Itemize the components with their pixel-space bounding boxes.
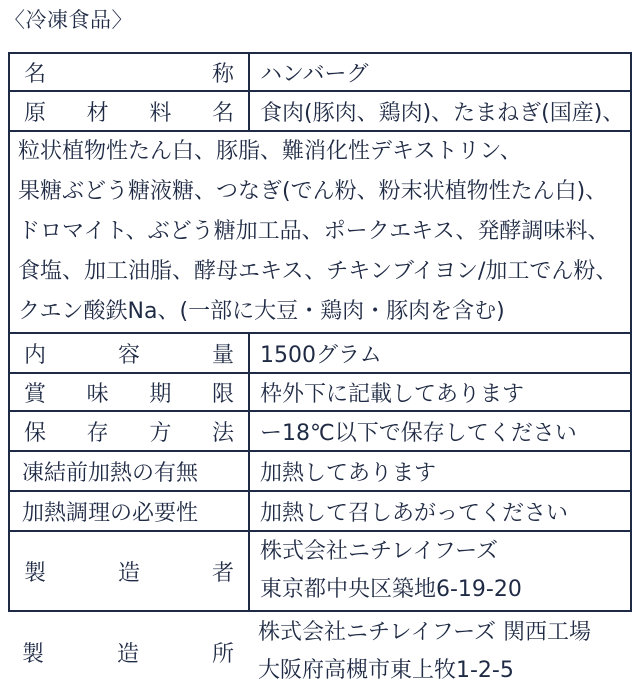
value-factory: [248, 612, 632, 692]
label-factory: 製 造 所: [22, 641, 234, 667]
food-label-table: [8, 52, 632, 692]
label-content-amount: 内 容 量: [10, 334, 250, 372]
manufacturer-address: 東京都中央区築地6-19-20: [260, 577, 522, 602]
ingredients-line: 粒状植物性たん白、豚脂、難消化性デキストリン、: [18, 139, 522, 164]
label-storage: 保 存 方 法: [10, 412, 250, 450]
value-product-name: ハンバーグ: [260, 61, 369, 87]
ingredients-line: ドロマイト、ぶどう糖加工品、ポークエキス、発酵調味料、: [18, 219, 610, 244]
row-factory: [8, 612, 632, 692]
row-ingredients: [8, 92, 632, 132]
row-preheated: [8, 452, 632, 492]
value-expiry: 枠外下に記載してあります: [260, 381, 525, 407]
label-cooking: 加熱調理の必要性: [10, 492, 250, 530]
value-cooking: 加熱して召しあがってください: [260, 500, 569, 526]
row-expiry: [8, 374, 632, 412]
label-ingredients: 原 材 料 名: [10, 92, 250, 130]
label-expiry: 賞 味 期 限: [10, 374, 250, 410]
value-preheated: 加熱してあります: [260, 460, 437, 486]
ingredients-line: 食塩、加工油脂、酵母エキス、チキンブイヨン/加工でん粉、: [18, 259, 618, 284]
product-category-header: 〈冷凍食品〉: [4, 8, 133, 32]
value-manufacturer: [250, 532, 630, 610]
ingredients-line: クエン酸鉄Na、(一部に大豆・鶏肉・豚肉を含む): [18, 299, 505, 324]
label-product-name: 名 称: [10, 54, 250, 90]
label-manufacturer: 製 造 者: [10, 532, 250, 610]
factory-address: 大阪府高槻市東上牧1-2-5: [258, 658, 514, 683]
row-manufacturer: [8, 532, 632, 612]
factory-company: 株式会社ニチレイフーズ 関西工場: [258, 620, 592, 645]
ingredients-line: 果糖ぶどう糖液糖、つなぎ(でん粉、粉末状植物性たん白)、: [18, 179, 608, 204]
row-cooking: [8, 492, 632, 532]
value-content-amount: 1500グラム: [260, 342, 382, 368]
manufacturer-company: 株式会社ニチレイフーズ: [260, 539, 499, 564]
row-content-amount: [8, 334, 632, 374]
row-product-name: [8, 52, 632, 92]
value-ingredients-first-line: 食肉(豚肉、鶏肉)、たまねぎ(国産)、: [260, 100, 625, 126]
label-preheated: 凍結前加熱の有無: [10, 452, 250, 490]
row-storage: [8, 412, 632, 452]
ingredients-continuation: [8, 132, 632, 334]
value-storage: ー18℃以下で保存してください: [260, 420, 577, 446]
